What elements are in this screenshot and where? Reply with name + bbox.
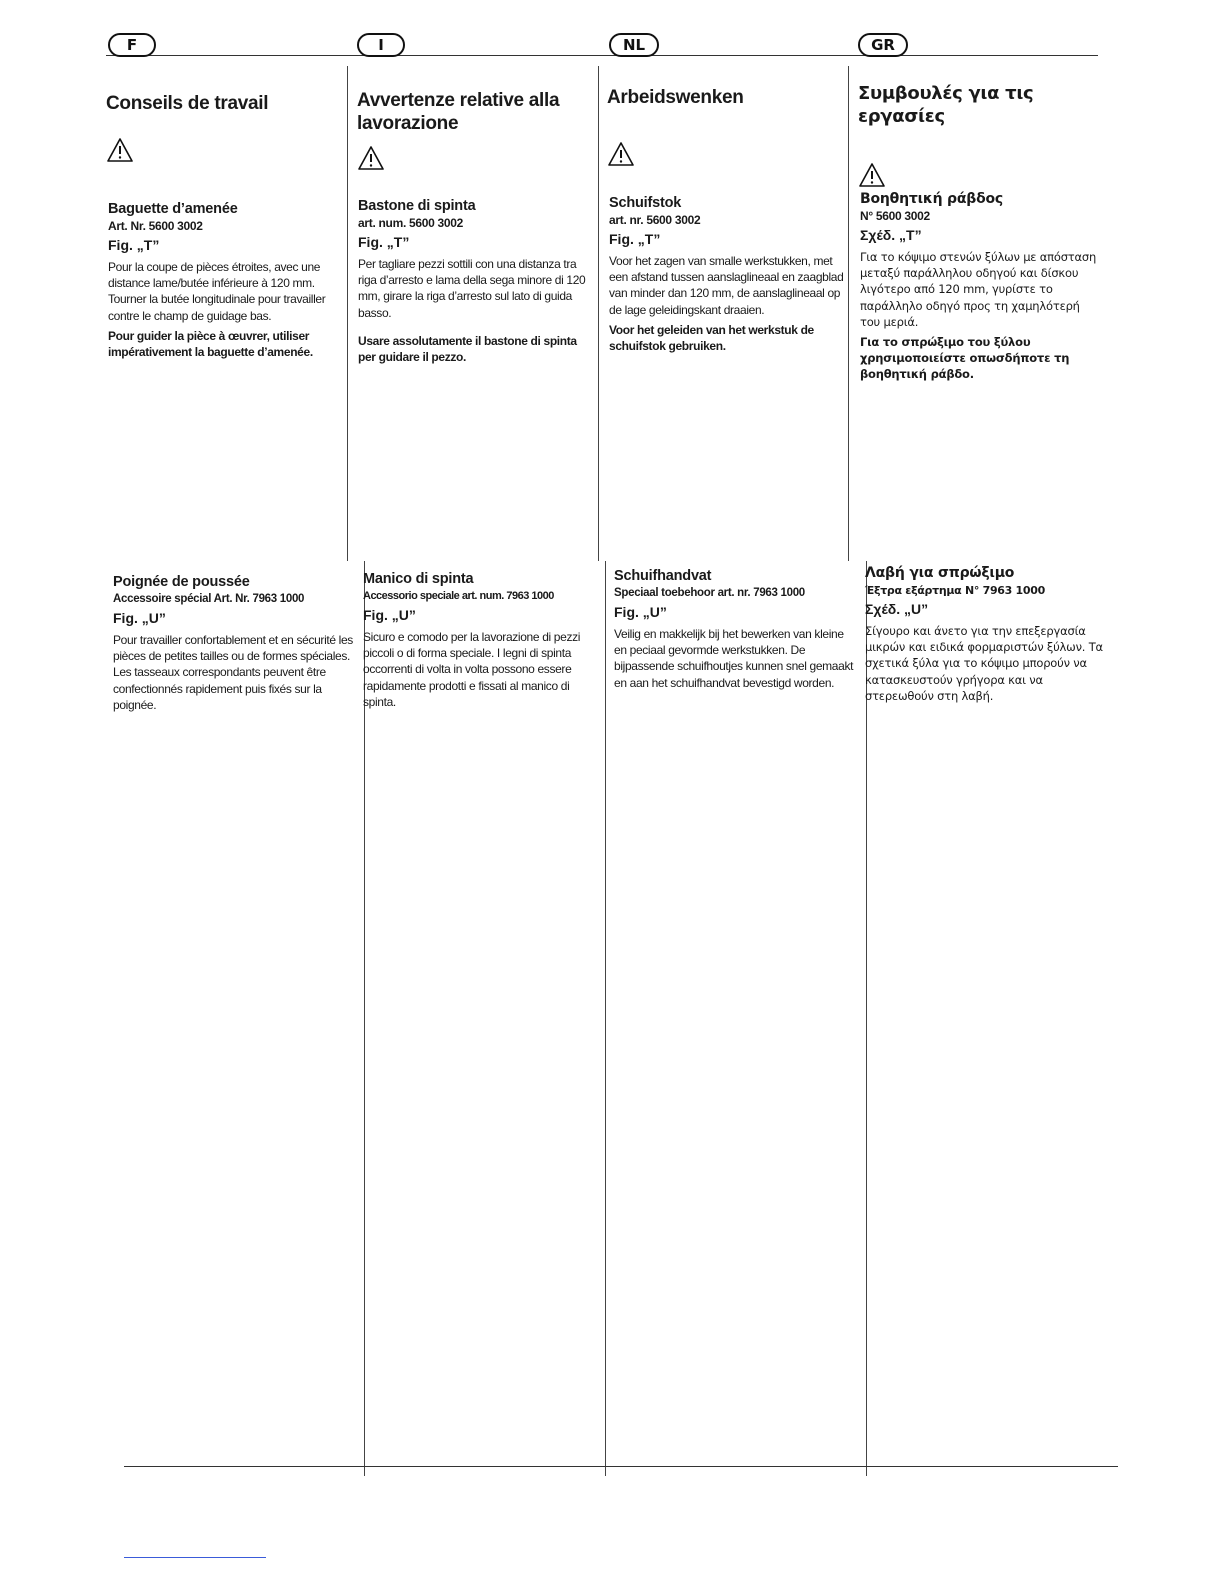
article-number: N° 5600 3002 (860, 209, 930, 223)
section-push-stick-gr (860, 190, 1102, 383)
column-italian (357, 89, 593, 176)
article-number: Έξτρα εξάρτημα N° 7963 1000 (865, 584, 1045, 597)
section-push-handle-fr (113, 573, 353, 713)
section-heading: Λαβή για σπρώξιμο (865, 565, 1015, 581)
warning-triangle-icon (607, 141, 635, 167)
footer-rule (124, 1466, 1118, 1467)
section-push-stick-nl (609, 194, 847, 354)
header-rule (106, 55, 1098, 56)
safety-note: Pour guider la pièce à œuvrer, utiliser impérativement la baguette d’amenée. (108, 328, 313, 360)
body-text: Per tagliare pezzi sottili con una distanza tra riga d’arresto e lama della sega minore di 120 mm, girare la riga d’arresto sul lato di guida basso. (358, 257, 586, 320)
column-divider (848, 66, 849, 561)
article-number: Art. Nr. 5600 3002 (108, 219, 203, 233)
section-heading: Βοηθητική ράβδος (860, 191, 1004, 207)
language-badge-gr: GR (858, 33, 908, 57)
language-badge-f: F (108, 33, 156, 57)
column-divider (598, 66, 599, 561)
section-push-handle-nl (614, 567, 854, 691)
body-text: Pour la coupe de pièces étroites, avec une distance lame/butée inférieure à 120 mm. Tourner la butée longitudinale pour travailler contre le champ de guidage bas. (108, 260, 326, 323)
safety-note: Voor het geleiden van het werkstuk de schuifstok gebruiken. (609, 322, 814, 354)
language-badge-nl: NL (609, 33, 659, 57)
section-title: Arbeidswenken (607, 87, 744, 108)
article-number: Accessoire spécial Art. Nr. 7963 1000 (113, 593, 305, 605)
section-heading: Schuifhandvat (614, 568, 712, 584)
column-divider (605, 561, 606, 1476)
section-heading: Poignée de poussée (113, 574, 250, 590)
section-title: Avvertenze relative alla lavorazione (357, 90, 560, 134)
body-text: Sicuro e comodo per la lavorazione di pezzi piccoli o di forma speciale. I legni di spinta occorrenti di volta in volta possono essere rapidamente prodotti e fissati al manico di spinta. (363, 630, 581, 709)
figure-reference: Fig. „T” (609, 231, 661, 247)
figure-reference: Fig. „T” (358, 234, 410, 250)
section-heading: Manico di spinta (363, 571, 474, 587)
figure-reference: Fig. „T” (108, 237, 160, 253)
section-title: Conseils de travail (106, 93, 269, 114)
warning-triangle-icon (858, 162, 886, 188)
body-text: Veilig en makkelijk bij het bewerken van kleine en peciaal gevormde werkstukken. De bijpassende schuifhoutjes kunnen snel gemaakt en aan het schuifhandvat bevestigd worden. (614, 627, 854, 690)
figure-reference: Fig. „U” (363, 607, 416, 623)
article-number: art. num. 5600 3002 (358, 216, 464, 230)
figure-reference: Fig. „U” (113, 610, 166, 626)
article-number: art. nr. 5600 3002 (609, 213, 701, 227)
article-number: Speciaal toebehoor art. nr. 7963 1000 (614, 587, 805, 599)
safety-note: Για το σπρώξιμο του ξύλου χρησιμοποιείστε οπωσδήποτε τη βοηθητική ράβδο. (860, 335, 1070, 382)
body-text: Για το κόψιμο στενών ξύλων με απόσταση μεταξύ παράλληλου οδηγού και δίσκου λιγότερο από 120 mm, γυρίστε το παράλληλο οδηγό προς τη χαμηλότερή του μεριά. (860, 250, 1097, 329)
section-push-handle-gr (865, 564, 1107, 704)
figure-reference: Σχέδ. „U” (865, 601, 929, 617)
article-number: Accessorio speciale art. num. 7963 1000 (363, 590, 554, 602)
warning-triangle-icon (106, 137, 134, 163)
body-text: Pour travailler confortablement et en sécurité les pièces de petites tailles ou de formes spéciales. Les tasseaux correspondants peuvent être confectionnés rapidement puis fixés sur la poignée. (113, 633, 353, 712)
section-heading: Schuifstok (609, 195, 682, 211)
language-badge-i: I (357, 33, 405, 57)
figure-reference: Σχέδ. „T” (860, 227, 922, 243)
section-push-stick-it (358, 197, 596, 365)
safety-note: Usare assolutamente il bastone di spinta per guidare il pezzo. (358, 333, 577, 365)
column-dutch (607, 86, 843, 172)
section-heading: Bastone di spinta (358, 198, 476, 214)
column-french (106, 92, 342, 168)
footer-accent-line (124, 1557, 266, 1558)
warning-triangle-icon (357, 145, 385, 171)
section-push-stick-fr (108, 200, 352, 360)
body-text: Voor het zagen van smalle werkstukken, met een afstand tussen aanslaglineaal en zaagblad van minder dan 120 mm, de aanslaglineaal op de lage geleidingskant draaien. (609, 254, 844, 317)
figure-reference: Fig. „U” (614, 604, 667, 620)
body-text: Σίγουρο και άνετο για την επεξεργασία μικρών και ειδικά φορμαριστών ξύλων. Τα σχετικά ξύλα για το κόψιμο μπορούν να κατασκευστούν γρήγορα και να στερεωθούν στη λαβή. (865, 624, 1103, 703)
section-push-handle-it (363, 570, 601, 710)
section-heading: Baguette d’amenée (108, 201, 238, 217)
column-greek (858, 82, 1102, 193)
section-title: Συμβουλές για τις εργασίες (858, 83, 1034, 127)
